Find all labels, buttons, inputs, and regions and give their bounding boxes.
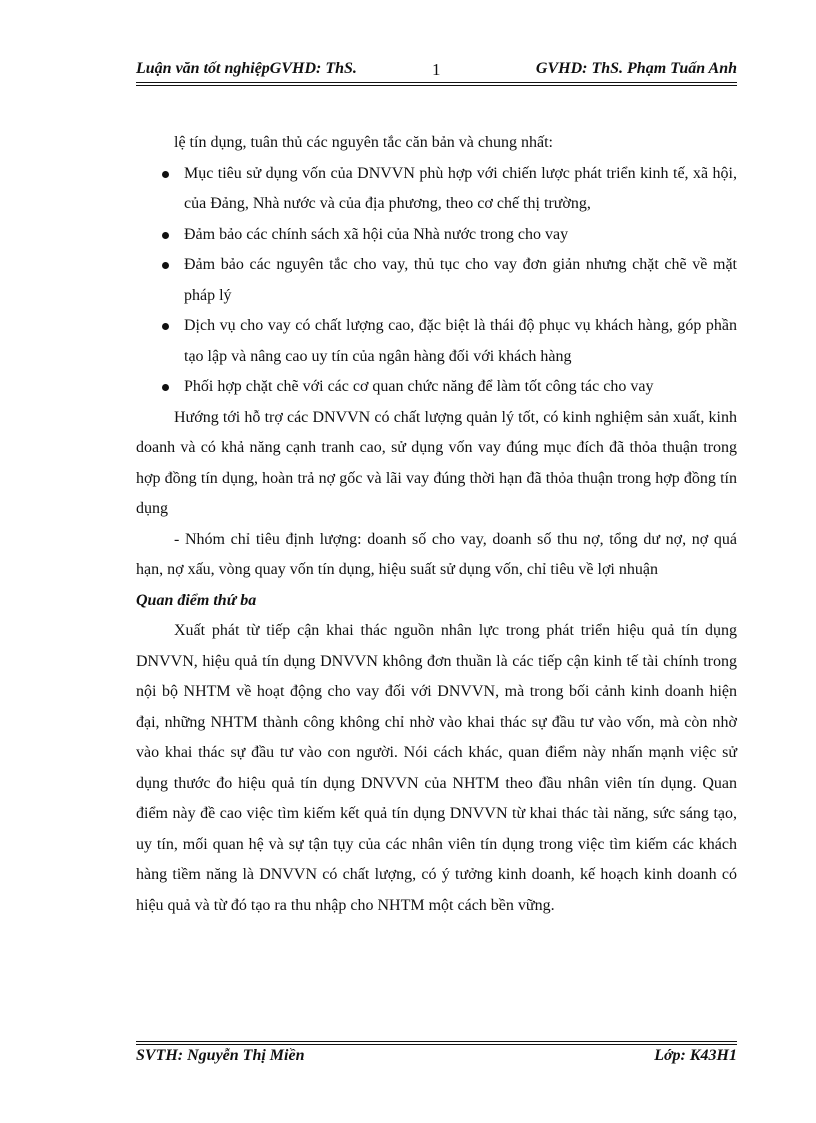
header-rule [136, 82, 737, 86]
paragraph: Hướng tới hỗ trợ các DNVVN có chất lượng quản lý tốt, có kinh nghiệm sản xuất, kinh doanh và có khả năng cạnh tranh cao, sử dụng vốn vay đúng mục đích đã thỏa thuận trong hợp đồng tín dụng, hoàn trả nợ gốc và lãi vay đúng thời hạn đã thỏa thuận trong hợp đồng tín dụng [136, 408, 737, 517]
header-advisor: GVHD: ThS. Phạm Tuấn Anh [535, 60, 737, 77]
bullet-dot-icon [162, 384, 169, 391]
paragraph: Xuất phát từ tiếp cận khai thác nguồn nhân lực trong phát triển hiệu quả tín dụng DNVVN, hiệu quả tín dụng DNVVN không đơn thuần là các tiếp cận kinh tế tài chính trong nội bộ NHTM về hoạt động cho vay đối với DNVVN, mà trong bối cảnh kinh doanh hiện đại, những NHTM thành công không chỉ nhờ vào khai thác sự đầu tư vào vốn, mà còn nhờ vào khai thác sự đầu tư vào con người. Nói cách khác, quan điểm này nhấn mạnh việc sử dụng thước đo hiệu quả tín dụng DNVVN của NHTM theo đầu nhân viên tín dụng. Quan điểm này đề cao việc tìm kiếm kết quả tín dụng DNVVN từ khai thác tài năng, sức sáng tạo, uy tín, mối quan hệ và sự tận tụy của các nhân viên tín dụng trong việc tìm kiếm các khách hàng tiềm năng là DNVVN có chất lượng, có ý tưởng kinh doanh, kế hoạch kinh doanh có hiệu quả và từ đó tạo ra thu nhập cho NHTM một cách bền vững. [136, 622, 737, 914]
bullet-dot-icon [162, 232, 169, 239]
footer-student: SVTH: Nguyễn Thị Miền [136, 1047, 305, 1064]
page-number: 1 [432, 60, 441, 79]
list-item [136, 372, 737, 403]
list-item [136, 220, 737, 251]
bullet-dot-icon [162, 323, 169, 330]
list-item-text: Dịch vụ cho vay có chất lượng cao, đặc biệt là thái độ phục vụ khách hàng, góp phần tạo lập và nâng cao uy tín của ngân hàng đối với khách hàng [184, 317, 737, 365]
principles-list [136, 159, 737, 403]
page-header [136, 58, 737, 82]
section-heading: Quan điểm thứ ba [136, 591, 257, 609]
bullet-dot-icon [162, 262, 169, 269]
bullet-dot-icon [162, 171, 169, 178]
list-item-text: Đảm bảo các chính sách xã hội của Nhà nước trong cho vay [184, 225, 569, 243]
list-item-text: Phối hợp chặt chẽ với các cơ quan chức năng để làm tốt công tác cho vay [184, 378, 654, 395]
list-item [136, 250, 737, 311]
list-item-text: Đảm bảo các nguyên tắc cho vay, thủ tục cho vay đơn giản nhưng chặt chẽ về mặt pháp lý [184, 256, 737, 304]
page-body [136, 128, 737, 921]
footer-rule [136, 1041, 737, 1045]
list-item [136, 159, 737, 220]
list-item [136, 311, 737, 372]
header-thesis-label: Luận văn tốt nghiệpGVHD: ThS. [136, 60, 357, 77]
paragraph: - Nhóm chỉ tiêu định lượng: doanh số cho vay, doanh số thu nợ, tổng dư nợ, nợ quá hạn, nợ xấu, vòng quay vốn tín dụng, hiệu suất sử dụng vốn, chỉ tiêu về lợi nhuận [136, 530, 737, 578]
intro-line: lệ tín dụng, tuân thủ các nguyên tắc căn bản và chung nhất: [174, 134, 553, 151]
footer-class: Lớp: K43H1 [654, 1047, 737, 1064]
list-item-text: Mục tiêu sử dụng vốn của DNVVN phù hợp với chiến lược phát triển kinh tế, xã hội, của Đảng, Nhà nước và của địa phương, theo cơ chế thị trường, [184, 164, 737, 212]
